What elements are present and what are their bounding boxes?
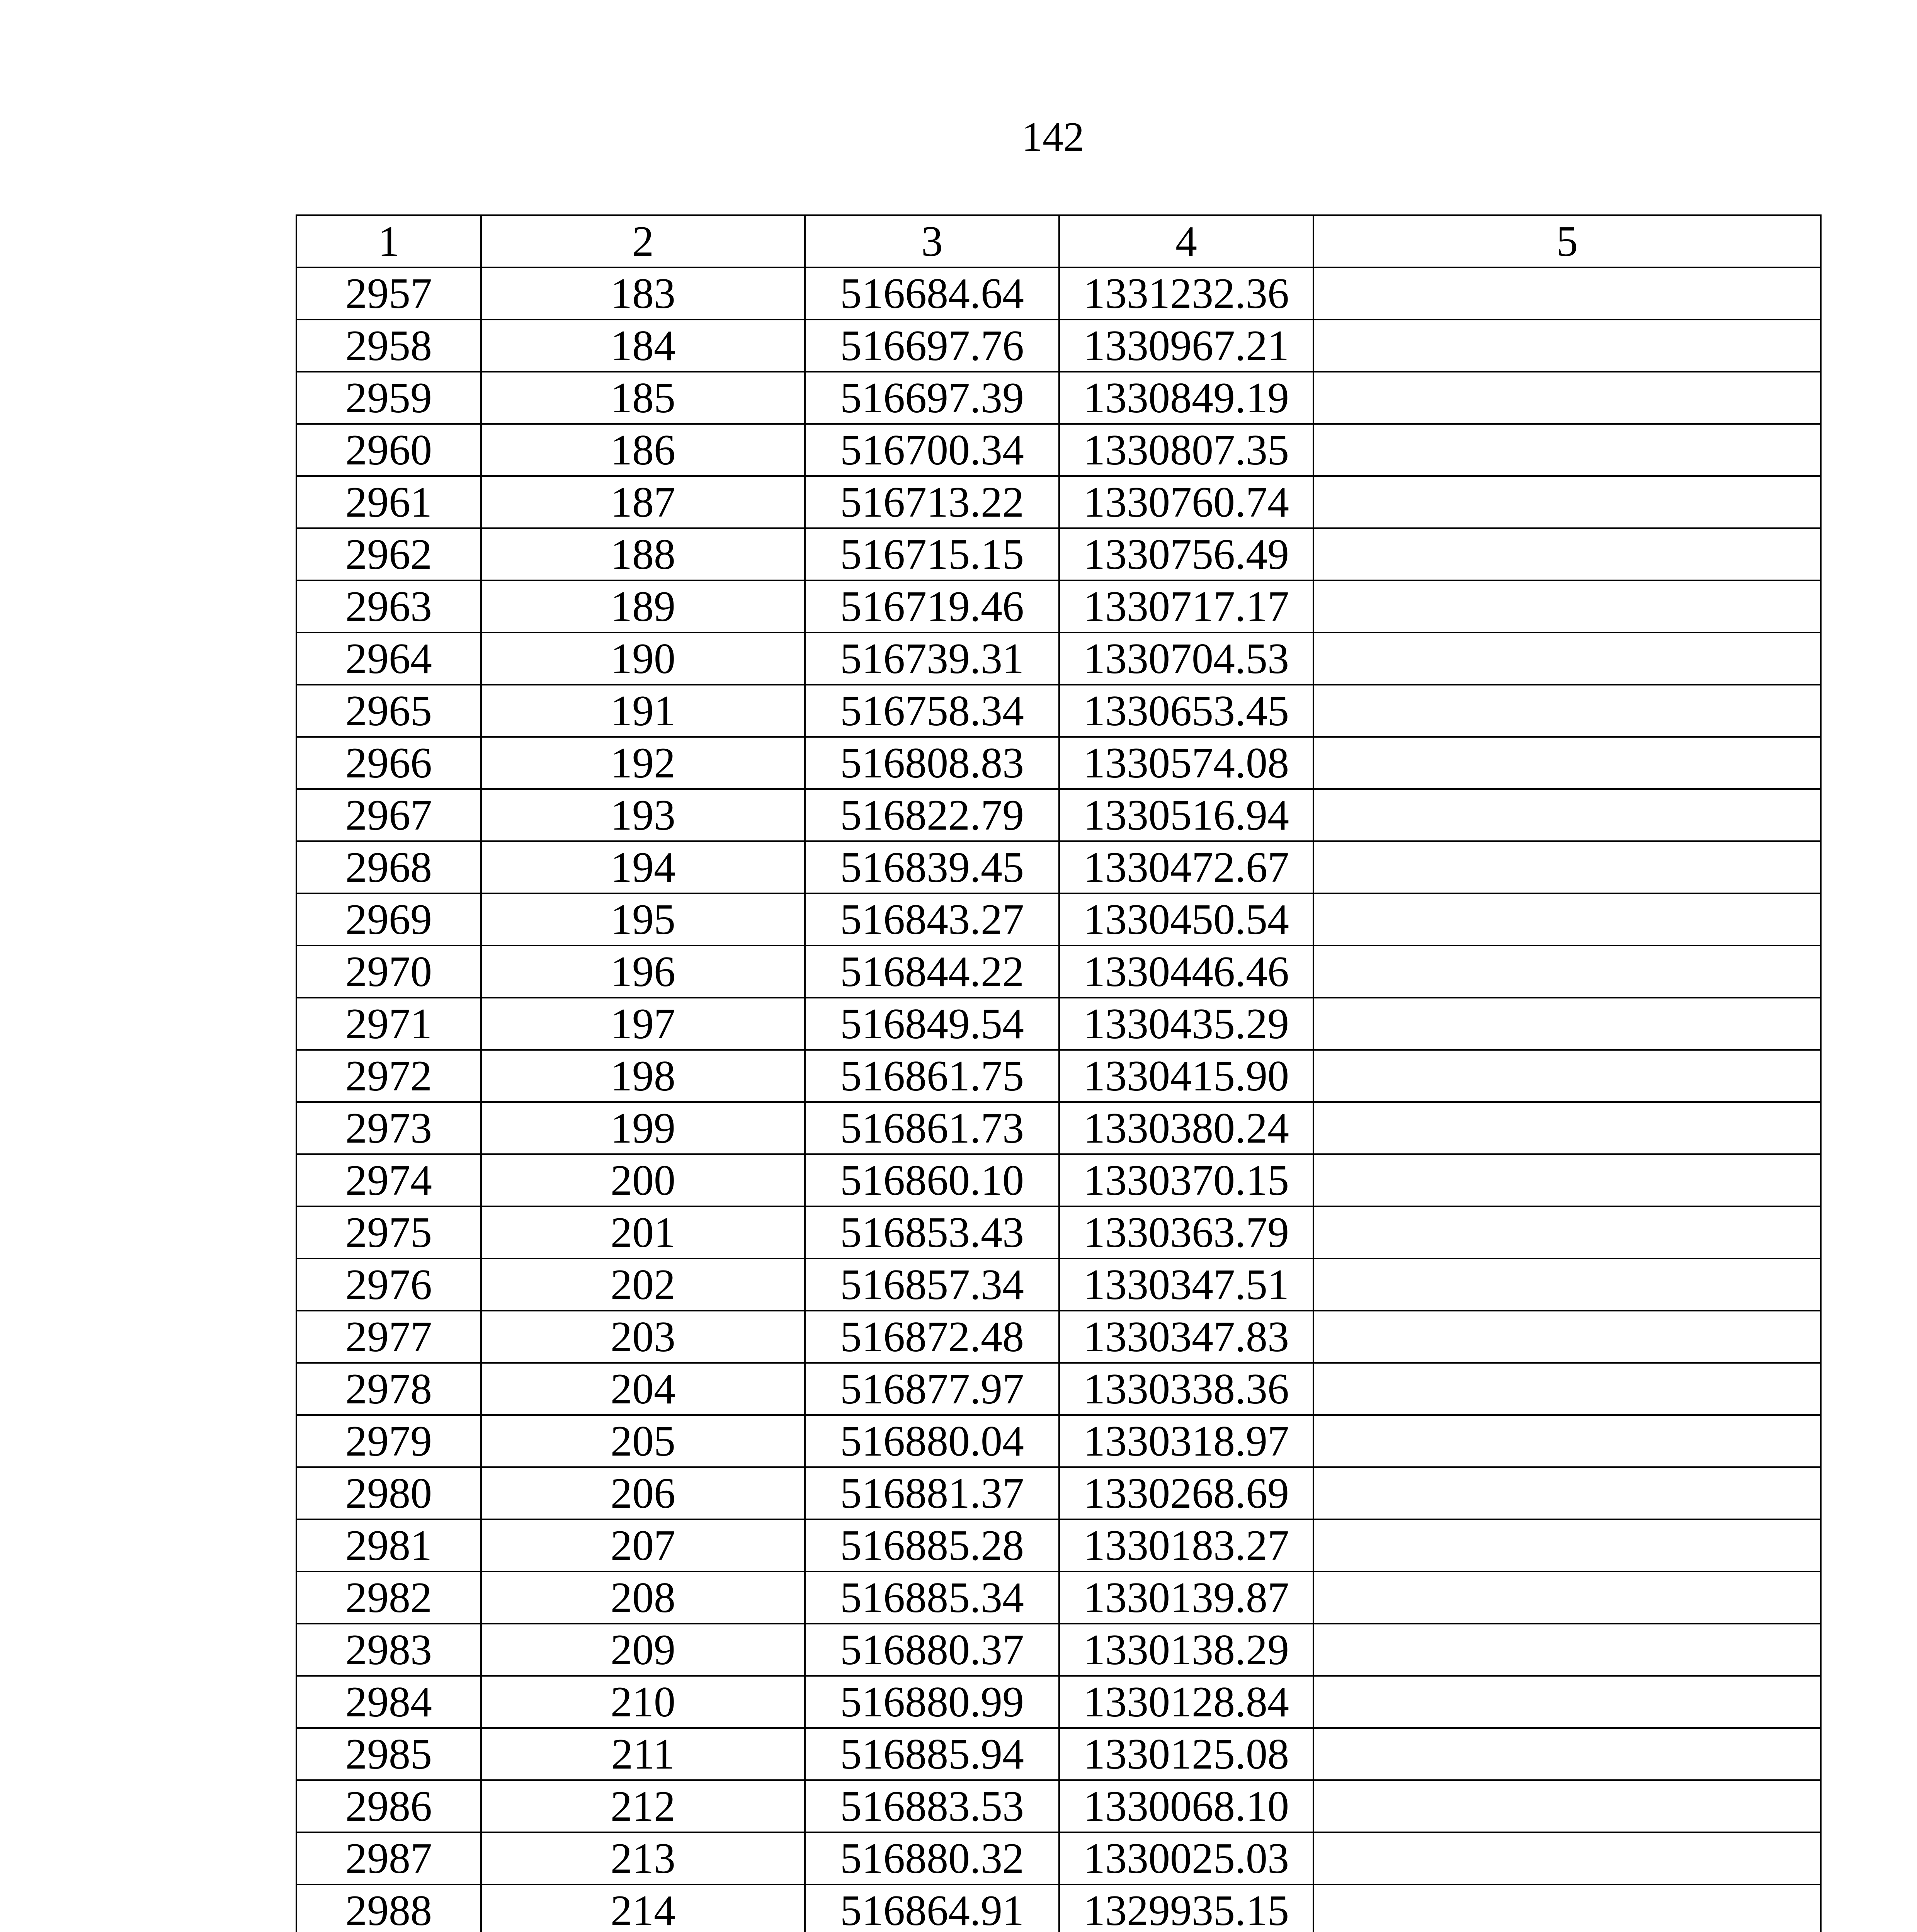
table-cell: 2963 <box>296 580 481 633</box>
table-cell: 516877.97 <box>805 1363 1059 1415</box>
column-header: 5 <box>1313 215 1821 267</box>
table-cell: 2965 <box>296 685 481 737</box>
table-cell: 1330268.69 <box>1059 1467 1313 1519</box>
table-cell: 187 <box>481 476 805 528</box>
table-cell: 198 <box>481 1050 805 1102</box>
table-cell: 516880.99 <box>805 1676 1059 1728</box>
table-cell: 1330338.36 <box>1059 1363 1313 1415</box>
table-row <box>296 1728 1821 1780</box>
table-row <box>296 1832 1821 1884</box>
table-cell: 203 <box>481 1311 805 1363</box>
table-cell: 1330704.53 <box>1059 633 1313 685</box>
table-row <box>296 1519 1821 1571</box>
table-cell: 183 <box>481 267 805 320</box>
table-cell <box>1313 1884 1821 1932</box>
table-header-row <box>296 215 1821 267</box>
table-cell: 2960 <box>296 424 481 476</box>
table-cell: 2962 <box>296 528 481 580</box>
table-cell: 516808.83 <box>805 737 1059 789</box>
table-cell: 188 <box>481 528 805 580</box>
table-cell: 193 <box>481 789 805 841</box>
table-row <box>296 946 1821 998</box>
table-cell: 516885.94 <box>805 1728 1059 1780</box>
table-row <box>296 1571 1821 1624</box>
table-cell <box>1313 267 1821 320</box>
table-cell: 516697.39 <box>805 372 1059 424</box>
table-cell: 516864.91 <box>805 1884 1059 1932</box>
table-cell: 516861.73 <box>805 1102 1059 1154</box>
table-cell: 2987 <box>296 1832 481 1884</box>
table-cell <box>1313 1728 1821 1780</box>
table-cell: 204 <box>481 1363 805 1415</box>
table-cell <box>1313 1780 1821 1832</box>
table-cell: 209 <box>481 1624 805 1676</box>
table-cell: 516713.22 <box>805 476 1059 528</box>
table-cell: 2980 <box>296 1467 481 1519</box>
table-cell: 2976 <box>296 1259 481 1311</box>
table-cell <box>1313 946 1821 998</box>
table-cell: 2978 <box>296 1363 481 1415</box>
table-cell: 1330347.51 <box>1059 1259 1313 1311</box>
table-row <box>296 1624 1821 1676</box>
table-cell: 2970 <box>296 946 481 998</box>
table-cell: 1330756.49 <box>1059 528 1313 580</box>
table-cell: 516880.04 <box>805 1415 1059 1467</box>
column-header: 2 <box>481 215 805 267</box>
table-cell <box>1313 998 1821 1050</box>
table-row <box>296 737 1821 789</box>
table-cell <box>1313 633 1821 685</box>
table-cell <box>1313 1154 1821 1206</box>
table-row <box>296 267 1821 320</box>
table-cell <box>1313 1206 1821 1259</box>
table-row <box>296 1311 1821 1363</box>
table-row <box>296 580 1821 633</box>
column-header: 1 <box>296 215 481 267</box>
table-cell <box>1313 320 1821 372</box>
page-number: 142 <box>1022 114 1084 160</box>
table-cell: 201 <box>481 1206 805 1259</box>
table-cell: 2972 <box>296 1050 481 1102</box>
table-cell: 197 <box>481 998 805 1050</box>
table-cell <box>1313 893 1821 946</box>
table-row <box>296 1363 1821 1415</box>
table-cell: 516885.28 <box>805 1519 1059 1571</box>
table-cell <box>1313 1311 1821 1363</box>
table-cell: 1330318.97 <box>1059 1415 1313 1467</box>
table-cell: 189 <box>481 580 805 633</box>
table-row <box>296 1467 1821 1519</box>
table-cell <box>1313 476 1821 528</box>
table-cell: 1330363.79 <box>1059 1206 1313 1259</box>
table-cell: 516758.34 <box>805 685 1059 737</box>
table-body <box>296 215 1821 1932</box>
table-cell: 1330128.84 <box>1059 1676 1313 1728</box>
table-cell: 2968 <box>296 841 481 893</box>
table-cell: 192 <box>481 737 805 789</box>
table-row <box>296 528 1821 580</box>
table-cell: 516839.45 <box>805 841 1059 893</box>
table-cell: 1331232.36 <box>1059 267 1313 320</box>
table-row <box>296 998 1821 1050</box>
table-cell: 516715.15 <box>805 528 1059 580</box>
table-cell: 2981 <box>296 1519 481 1571</box>
table-cell: 190 <box>481 633 805 685</box>
table-cell: 2977 <box>296 1311 481 1363</box>
table-cell: 212 <box>481 1780 805 1832</box>
table-cell: 1330717.17 <box>1059 580 1313 633</box>
table-cell <box>1313 1415 1821 1467</box>
table-cell: 516844.22 <box>805 946 1059 998</box>
table-cell: 516849.54 <box>805 998 1059 1050</box>
table-cell: 1330760.74 <box>1059 476 1313 528</box>
table-row <box>296 1050 1821 1102</box>
table-cell: 2959 <box>296 372 481 424</box>
table-cell: 516822.79 <box>805 789 1059 841</box>
table-cell <box>1313 1467 1821 1519</box>
table-cell: 1330138.29 <box>1059 1624 1313 1676</box>
table-cell: 2985 <box>296 1728 481 1780</box>
table-cell: 2975 <box>296 1206 481 1259</box>
table-cell: 516883.53 <box>805 1780 1059 1832</box>
column-header: 4 <box>1059 215 1313 267</box>
table-row <box>296 789 1821 841</box>
table-cell: 205 <box>481 1415 805 1467</box>
table-cell: 2957 <box>296 267 481 320</box>
table-cell <box>1313 841 1821 893</box>
table-cell: 1330574.08 <box>1059 737 1313 789</box>
table-row <box>296 1154 1821 1206</box>
table-cell: 199 <box>481 1102 805 1154</box>
table-cell: 1330849.19 <box>1059 372 1313 424</box>
table-cell: 516700.34 <box>805 424 1059 476</box>
table-row <box>296 1415 1821 1467</box>
table-cell: 185 <box>481 372 805 424</box>
table-cell: 516697.76 <box>805 320 1059 372</box>
table-cell: 2964 <box>296 633 481 685</box>
table-cell: 191 <box>481 685 805 737</box>
table-cell: 516880.37 <box>805 1624 1059 1676</box>
table-row <box>296 841 1821 893</box>
table-row <box>296 633 1821 685</box>
table-cell: 516861.75 <box>805 1050 1059 1102</box>
table-row <box>296 320 1821 372</box>
table-cell: 516881.37 <box>805 1467 1059 1519</box>
table-cell: 2983 <box>296 1624 481 1676</box>
table-cell <box>1313 737 1821 789</box>
table-cell: 1330139.87 <box>1059 1571 1313 1624</box>
table-row <box>296 685 1821 737</box>
table-cell: 2988 <box>296 1884 481 1932</box>
table-cell: 516880.32 <box>805 1832 1059 1884</box>
table-cell: 516739.31 <box>805 633 1059 685</box>
table-cell: 207 <box>481 1519 805 1571</box>
table-cell: 2979 <box>296 1415 481 1467</box>
table-cell: 516719.46 <box>805 580 1059 633</box>
table-cell <box>1313 685 1821 737</box>
table-row <box>296 1259 1821 1311</box>
table-cell: 1330807.35 <box>1059 424 1313 476</box>
table-cell: 213 <box>481 1832 805 1884</box>
table-cell: 1330370.15 <box>1059 1154 1313 1206</box>
table-cell: 2967 <box>296 789 481 841</box>
table-row <box>296 1206 1821 1259</box>
table-cell: 516853.43 <box>805 1206 1059 1259</box>
table-cell: 2974 <box>296 1154 481 1206</box>
table-cell <box>1313 789 1821 841</box>
table-row <box>296 424 1821 476</box>
table-cell <box>1313 1832 1821 1884</box>
table-cell: 195 <box>481 893 805 946</box>
table-cell <box>1313 1050 1821 1102</box>
table-cell: 516872.48 <box>805 1311 1059 1363</box>
table-cell <box>1313 1624 1821 1676</box>
table-cell: 2969 <box>296 893 481 946</box>
table-cell <box>1313 372 1821 424</box>
table-cell: 516843.27 <box>805 893 1059 946</box>
table-cell: 516684.64 <box>805 267 1059 320</box>
table-row <box>296 893 1821 946</box>
table-cell: 1330446.46 <box>1059 946 1313 998</box>
table-cell: 208 <box>481 1571 805 1624</box>
table-cell <box>1313 580 1821 633</box>
table-cell: 1330068.10 <box>1059 1780 1313 1832</box>
table-cell: 2986 <box>296 1780 481 1832</box>
table-cell: 2971 <box>296 998 481 1050</box>
table-row <box>296 1102 1821 1154</box>
column-header: 3 <box>805 215 1059 267</box>
table-cell: 1330435.29 <box>1059 998 1313 1050</box>
table-row <box>296 476 1821 528</box>
table-cell: 194 <box>481 841 805 893</box>
table-cell: 2982 <box>296 1571 481 1624</box>
table-cell: 516860.10 <box>805 1154 1059 1206</box>
table-cell: 1330472.67 <box>1059 841 1313 893</box>
table-cell: 1329935.15 <box>1059 1884 1313 1932</box>
table-cell: 1330347.83 <box>1059 1311 1313 1363</box>
table-cell <box>1313 1259 1821 1311</box>
table-cell: 516885.34 <box>805 1571 1059 1624</box>
table-row <box>296 1884 1821 1932</box>
table-cell: 196 <box>481 946 805 998</box>
table-cell <box>1313 1102 1821 1154</box>
table-cell <box>1313 1571 1821 1624</box>
table-cell: 516857.34 <box>805 1259 1059 1311</box>
table-cell: 1330125.08 <box>1059 1728 1313 1780</box>
table-cell: 1330025.03 <box>1059 1832 1313 1884</box>
table-cell: 1330380.24 <box>1059 1102 1313 1154</box>
table-cell <box>1313 1363 1821 1415</box>
table-cell: 1330516.94 <box>1059 789 1313 841</box>
table-cell <box>1313 1519 1821 1571</box>
table-cell: 186 <box>481 424 805 476</box>
table-cell: 184 <box>481 320 805 372</box>
table-cell: 1330653.45 <box>1059 685 1313 737</box>
table-row <box>296 372 1821 424</box>
table-cell: 1330450.54 <box>1059 893 1313 946</box>
table-row <box>296 1780 1821 1832</box>
table-cell: 210 <box>481 1676 805 1728</box>
table-cell: 200 <box>481 1154 805 1206</box>
table-cell: 206 <box>481 1467 805 1519</box>
table-cell: 1330967.21 <box>1059 320 1313 372</box>
table-cell: 214 <box>481 1884 805 1932</box>
table-cell: 211 <box>481 1728 805 1780</box>
table-cell: 2961 <box>296 476 481 528</box>
table-cell: 2973 <box>296 1102 481 1154</box>
table-cell: 1330183.27 <box>1059 1519 1313 1571</box>
table-cell <box>1313 1676 1821 1728</box>
coordinates-table <box>296 214 1822 1932</box>
table-row <box>296 1676 1821 1728</box>
table-cell: 2984 <box>296 1676 481 1728</box>
table-cell: 1330415.90 <box>1059 1050 1313 1102</box>
table-cell: 2958 <box>296 320 481 372</box>
table-cell <box>1313 528 1821 580</box>
table-cell: 202 <box>481 1259 805 1311</box>
table-cell: 2966 <box>296 737 481 789</box>
table-cell <box>1313 424 1821 476</box>
